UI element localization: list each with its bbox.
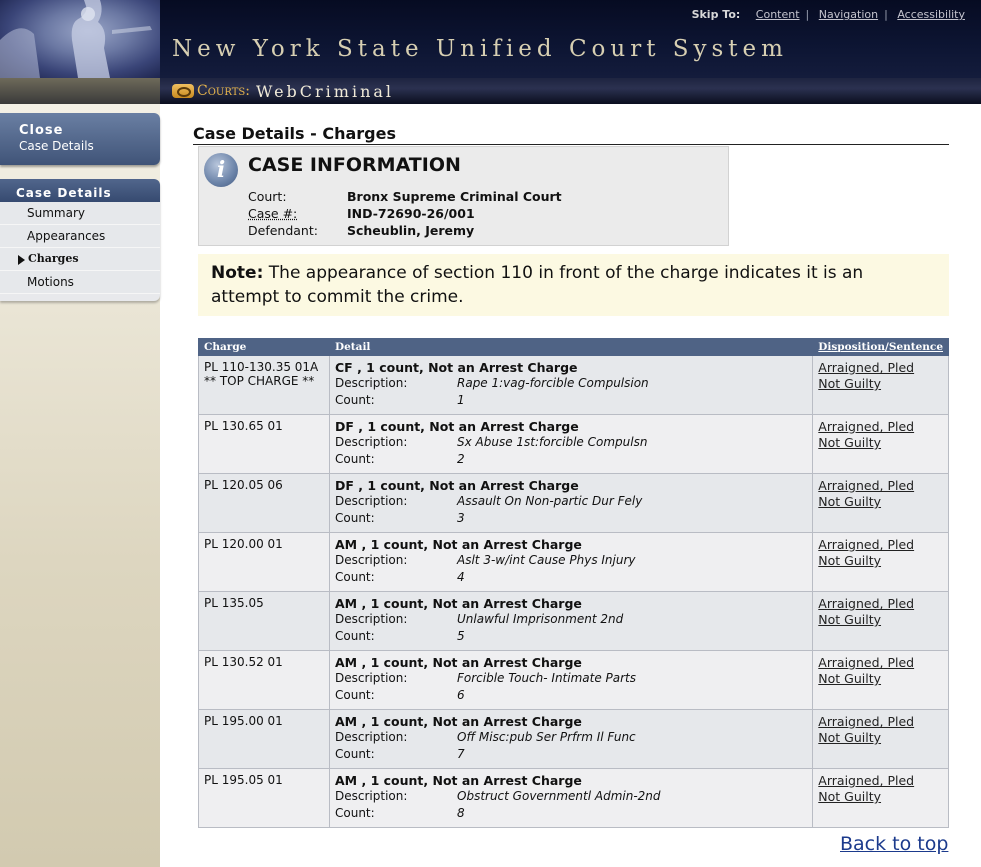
- disposition-line-1: Arraigned, Pled: [818, 596, 915, 611]
- table-row: [199, 592, 949, 651]
- disposition-link[interactable]: [818, 596, 943, 628]
- charge-detail: AM , 1 count, Not an Arrest Charge: [335, 714, 582, 729]
- close-case-details-button[interactable]: [0, 113, 160, 165]
- close-button-title: Close: [19, 123, 64, 138]
- court-seal-logo: [0, 0, 160, 78]
- count-value: 8: [457, 806, 465, 820]
- table-row: [199, 710, 949, 769]
- case-details-nav: [0, 179, 160, 301]
- table-row: [199, 356, 949, 415]
- close-button-subtitle: Case Details: [19, 139, 94, 153]
- app-bar: [0, 78, 981, 104]
- skip-to-content-link[interactable]: Content: [755, 8, 800, 21]
- webcriminal-logo: [172, 82, 394, 100]
- description-label: Description:: [335, 553, 408, 567]
- count-value: 2: [457, 452, 465, 466]
- defendant-value: Scheublin, Jeremy: [347, 223, 475, 238]
- count-label: Count:: [335, 393, 375, 407]
- disposition-cell: [813, 592, 949, 651]
- disposition-line-1: Arraigned, Pled: [818, 655, 915, 670]
- count-value: 7: [457, 747, 465, 761]
- skip-to-links: Skip To: Content | Navigation | Accessibility: [692, 8, 971, 21]
- case-number-row: [248, 206, 475, 221]
- disposition-line-2: Not Guilty: [818, 789, 882, 804]
- charge-cell: [199, 592, 330, 651]
- detail-cell: [330, 710, 813, 769]
- disposition-line-1: Arraigned, Pled: [818, 419, 915, 434]
- charge-cell: [199, 356, 330, 415]
- charge-detail: AM , 1 count, Not an Arrest Charge: [335, 596, 582, 611]
- charge-cell: [199, 533, 330, 592]
- disposition-link[interactable]: [818, 360, 943, 392]
- description-value: Rape 1:vag-forcible Compulsion: [457, 376, 649, 390]
- disposition-cell: [813, 415, 949, 474]
- nav-heading: Case Details: [0, 179, 160, 202]
- top-charge-label: ** TOP CHARGE **: [204, 374, 315, 388]
- charge-cell: [199, 769, 330, 828]
- disposition-line-2: Not Guilty: [818, 553, 882, 568]
- count-value: 5: [457, 629, 465, 643]
- charge-detail: AM , 1 count, Not an Arrest Charge: [335, 537, 582, 552]
- charge-code: PL 120.00 01: [204, 537, 283, 551]
- current-page-arrow-icon: [18, 255, 25, 265]
- count-label: Count:: [335, 747, 375, 761]
- back-to-top-link[interactable]: Back to top: [840, 833, 949, 855]
- detail-column-header: Detail: [330, 339, 813, 356]
- disposition-line-1: Arraigned, Pled: [818, 714, 915, 729]
- detail-cell: [330, 474, 813, 533]
- charge-code: PL 130.52 01: [204, 655, 283, 669]
- count-value: 6: [457, 688, 465, 702]
- attempt-note: [198, 254, 949, 316]
- count-label: Count:: [335, 570, 375, 584]
- disposition-cell: [813, 533, 949, 592]
- description-value: Unlawful Imprisonment 2nd: [457, 612, 624, 626]
- table-row: [199, 769, 949, 828]
- charge-detail: DF , 1 count, Not an Arrest Charge: [335, 478, 579, 493]
- disposition-link[interactable]: [818, 714, 943, 746]
- description-value: Obstruct Governmentl Admin-2nd: [457, 789, 661, 803]
- disposition-line-2: Not Guilty: [818, 730, 882, 745]
- case-info-heading: CASE INFORMATION: [248, 154, 461, 176]
- charge-code: PL 195.00 01: [204, 714, 283, 728]
- charge-cell: [199, 415, 330, 474]
- charge-cell: [199, 474, 330, 533]
- disposition-line-2: Not Guilty: [818, 435, 882, 450]
- disposition-line-1: Arraigned, Pled: [818, 773, 915, 788]
- charge-cell: [199, 710, 330, 769]
- description-label: Description:: [335, 435, 408, 449]
- info-icon: i: [204, 153, 238, 187]
- detail-cell: [330, 415, 813, 474]
- description-value: Forcible Touch- Intimate Parts: [457, 671, 637, 685]
- site-header: [0, 0, 981, 78]
- disposition-line-2: Not Guilty: [818, 612, 882, 627]
- charge-code: PL 135.05: [204, 596, 264, 610]
- count-value: 1: [457, 393, 465, 407]
- defendant-label: Defendant:: [248, 223, 318, 238]
- detail-cell: [330, 356, 813, 415]
- detail-cell: [330, 592, 813, 651]
- sidebar-item-motions[interactable]: Motions: [0, 271, 160, 294]
- description-value: Assault On Non-partic Dur Fely: [457, 494, 643, 508]
- disposition-link[interactable]: [818, 537, 943, 569]
- site-title: New York State Unified Court System: [172, 36, 788, 62]
- description-label: Description:: [335, 494, 408, 508]
- description-value: Off Misc:pub Ser Prfrm Il Func: [457, 730, 636, 744]
- table-row: [199, 533, 949, 592]
- detail-cell: [330, 769, 813, 828]
- description-value: Aslt 3-w/int Cause Phys Injury: [457, 553, 636, 567]
- count-value: 4: [457, 570, 465, 584]
- skip-to-accessibility-link[interactable]: Accessibility: [897, 8, 965, 21]
- charge-code: PL 110-130.35 01A: [204, 360, 319, 374]
- charge-code: PL 195.05 01: [204, 773, 283, 787]
- sidebar-item-charges[interactable]: [0, 248, 160, 271]
- charge-cell: [199, 651, 330, 710]
- disposition-cell: [813, 356, 949, 415]
- court-label: Court:: [248, 189, 287, 204]
- description-label: Description:: [335, 730, 408, 744]
- court-value: Bronx Supreme Criminal Court: [347, 189, 562, 204]
- description-label: Description:: [335, 789, 408, 803]
- table-row: [199, 474, 949, 533]
- case-number-label: Case #:: [248, 206, 298, 221]
- skip-to-navigation-link[interactable]: Navigation: [818, 8, 879, 21]
- disposition-link[interactable]: [818, 773, 943, 805]
- sidebar: [0, 104, 160, 867]
- skip-to-label: Skip To:: [691, 8, 741, 21]
- description-value: Sx Abuse 1st:forcible Compulsn: [457, 435, 648, 449]
- charge-code: PL 130.65 01: [204, 419, 283, 433]
- charges-table: [198, 338, 949, 828]
- disposition-link[interactable]: [818, 655, 943, 687]
- disposition-link[interactable]: [818, 478, 943, 510]
- disposition-line-2: Not Guilty: [818, 671, 882, 686]
- sidebar-item-label: Charges: [28, 252, 79, 265]
- charge-detail: DF , 1 count, Not an Arrest Charge: [335, 419, 579, 434]
- disposition-line-1: Arraigned, Pled: [818, 360, 915, 375]
- case-information-box: [198, 146, 729, 246]
- page-title: Case Details - Charges: [193, 124, 949, 145]
- count-label: Count:: [335, 452, 375, 466]
- table-row: [199, 415, 949, 474]
- disposition-line-1: Arraigned, Pled: [818, 537, 915, 552]
- table-header-row: [199, 339, 949, 356]
- table-row: [199, 651, 949, 710]
- disposition-link[interactable]: [818, 419, 943, 451]
- app-name: WebCriminal: [255, 81, 395, 101]
- sidebar-item-summary[interactable]: Summary: [0, 202, 160, 225]
- note-text: The appearance of section 110 in front of the charge indicates it is an attempt to commit the crime.: [211, 263, 864, 307]
- description-label: Description:: [335, 376, 408, 390]
- detail-cell: [330, 533, 813, 592]
- charge-detail: CF , 1 count, Not an Arrest Charge: [335, 360, 578, 375]
- courts-logo-icon: [172, 84, 194, 98]
- disposition-cell: [813, 710, 949, 769]
- disposition-line-2: Not Guilty: [818, 376, 882, 391]
- charge-detail: AM , 1 count, Not an Arrest Charge: [335, 773, 582, 788]
- disposition-line-2: Not Guilty: [818, 494, 882, 509]
- description-label: Description:: [335, 671, 408, 685]
- note-label: Note:: [211, 263, 264, 283]
- disposition-column-header[interactable]: Disposition/Sentence: [813, 339, 949, 356]
- disposition-cell: [813, 474, 949, 533]
- court-row: [248, 189, 562, 204]
- count-value: 3: [457, 511, 465, 525]
- charge-column-header: Charge: [199, 339, 330, 356]
- defendant-row: [248, 223, 474, 238]
- charge-detail: AM , 1 count, Not an Arrest Charge: [335, 655, 582, 670]
- count-label: Count:: [335, 806, 375, 820]
- case-number-value: IND-72690-26/001: [347, 206, 475, 221]
- disposition-line-1: Arraigned, Pled: [818, 478, 915, 493]
- courts-label: Courts:: [197, 83, 250, 99]
- count-label: Count:: [335, 511, 375, 525]
- charge-code: PL 120.05 06: [204, 478, 283, 492]
- sidebar-item-appearances[interactable]: Appearances: [0, 225, 160, 248]
- disposition-cell: [813, 769, 949, 828]
- disposition-cell: [813, 651, 949, 710]
- detail-cell: [330, 651, 813, 710]
- count-label: Count:: [335, 629, 375, 643]
- description-label: Description:: [335, 612, 408, 626]
- count-label: Count:: [335, 688, 375, 702]
